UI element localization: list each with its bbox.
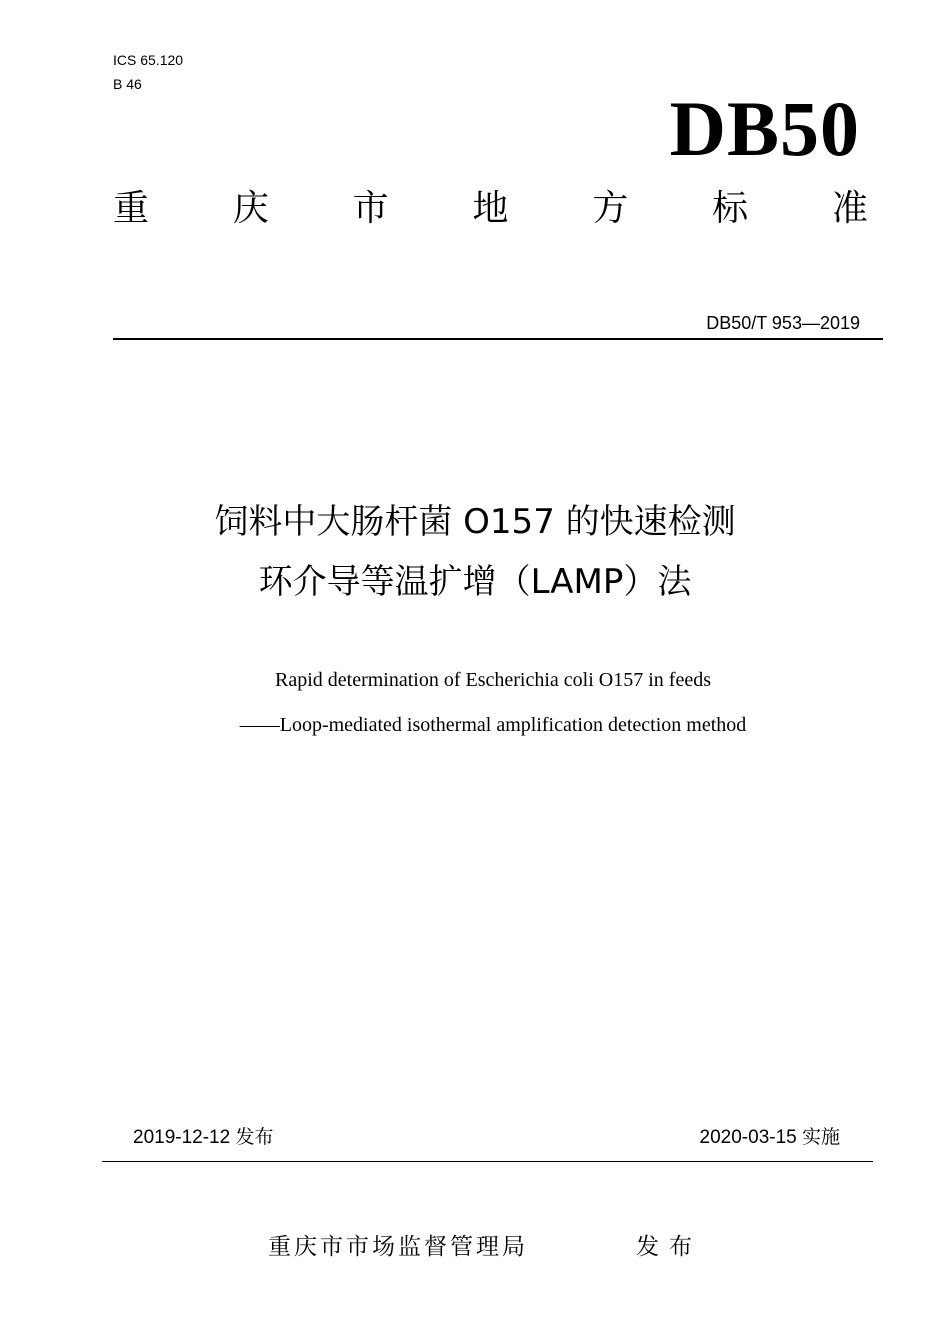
standard-type-heading — [113, 185, 868, 233]
standard-type-char: 市 — [352, 188, 389, 229]
issuing-authority: 重庆市市场监督管理局 — [268, 1234, 528, 1260]
title-cn-line2: 环介导等温扩增（LAMP）法 — [258, 562, 692, 602]
standard-type-char: 庆 — [232, 188, 269, 229]
standard-type-char: 方 — [592, 188, 629, 229]
standard-type-char: 重 — [113, 188, 150, 229]
footer-divider — [102, 1161, 873, 1162]
title-en-line1: Rapid determination of Escherichia coli O157 in feeds — [275, 669, 711, 691]
standard-code-logo: DB50 — [669, 85, 860, 172]
standard-number: DB50/T 953—2019 — [706, 313, 860, 333]
issue-date: 2019-12-12 发布 — [133, 1127, 274, 1148]
implementation-date: 2020-03-15 实施 — [699, 1127, 840, 1148]
standard-type-char: 地 — [472, 188, 509, 229]
standard-type-char: 准 — [831, 188, 868, 229]
header-divider — [113, 338, 883, 340]
ccs-code: B 46 — [113, 76, 142, 92]
title-cn-line1: 饲料中大肠杆菌 O157 的快速检测 — [214, 502, 736, 542]
issue-label: 发布 — [636, 1234, 702, 1260]
ics-code: ICS 65.120 — [113, 52, 184, 68]
title-en-line2: ——Loop-mediated isothermal amplification detection method — [239, 714, 747, 736]
classification-codes — [113, 48, 183, 96]
standard-type-char: 标 — [712, 188, 749, 229]
